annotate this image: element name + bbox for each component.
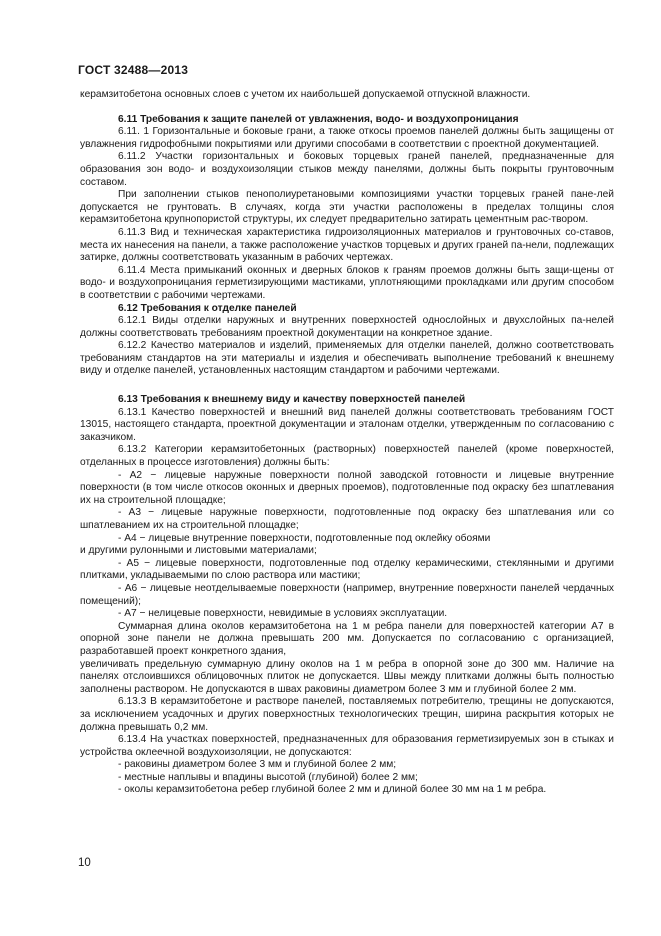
paragraph: керамзитобетона основных слоев с учетом их наибольшей допускаемой отпускной влажности. [80,89,531,100]
paragraph-6-13-1: 6.13.1 Качество поверхностей и внешний вид панелей должны соответствовать требованиям ГОСТ 13015, настоящего стандарта, проектной документации и эталонам отделки, утвержденным по согласованию с заказчиком. [80,406,614,443]
list-item-a4-continued: и другими рулонными и листовыми материалами; [80,545,317,557]
paragraph: При заполнении стыков пенополиуретановыми композициями участки торцевых граней пане-лей допускается не грунтовать. В случаях, когда эти участки расположены в пределах толщины слоя керамзитобетона крупнопористой структуры, их следует предварительно затирать цементным рас-твором. [80,189,614,226]
list-item-a4: - А4 − лицевые внутренние поверхности, подготовленные под оклейку обоями [118,532,491,544]
paragraph-6-11-1: 6.11. 1 Горизонтальные и боковые грани, а также откосы проемов панелей должны быть защищены от увлажнения гидрофобными покрытиями или другими способами в соответствии с проектной документацией. [80,126,614,150]
list-item-a3: - А3 − лицевые наружные поверхности, подготовленные под окраску без шпатлевания или со шпатлеванием их на строительной площадке; [80,507,614,531]
paragraph: увеличивать предельную суммарную длину околов на 1 м ребра в опорной зоне до 300 мм. Наличие на панелях отслоившихся облицовочных плиток не допускается. Швы между плитками должны быть полностью заполнены раствором. Не допускаются в швах раковины диаметром более 3 мм и глубиной более 2 мм. [80,658,614,695]
paragraph-6-12-2: 6.12.2 Качество материалов и изделий, применяемых для отделки панелей, должно соответствовать требованиям стандартов на эти материалы и изделия и обеспечивать выполнение требований к внешнему виду и отделке панелей, установленных настоящим стандартом и рабочими чертежами. [80,340,614,377]
paragraph-6-11-4: 6.11.4 Места примыканий оконных и дверных блоков к граням проемов должны быть защи-щены от водо- и воздухопроницания герметизирующими мастиками, уплотняющими прокладками или другим способом в соответствии с рабочими чертежами. [80,264,614,301]
list-item: - раковины диаметром более 3 мм и глубиной более 2 мм; [118,759,397,771]
list-item-a5: - А5 − лицевые поверхности, подготовленные под отделку керамическими, стеклянными и другими плитками, укладываемыми по слою раствора или мастики; [80,557,614,582]
list-item: - околы керамзитобетона ребер глубиной более 2 мм и длиной более 30 мм на 1 м ребра. [118,784,547,796]
list-item-a7: - А7 − нелицевые поверхности, невидимые в условиях эксплуатации. [118,608,448,620]
list-item: - местные наплывы и впадины высотой (глубиной) более 2 мм; [118,771,418,783]
document-body [80,89,614,797]
paragraph-6-12-1: 6.12.1 Виды отделки наружных и внутренних поверхностей однослойных и двухслойных па-нелей должны соответствовать требованиям проектной документации на конкретное здание. [80,315,614,339]
section-heading-6-11: 6.11 Требования к защите панелей от увлажнения, водо- и воздухопроницания [118,113,519,125]
paragraph-6-13-4: 6.13.4 На участках поверхностей, предназначенных для образования герметизируемых зон в стыках и устройства оклеечной воздухоизоляции, не допускаются: [80,734,614,758]
document-header: ГОСТ 32488—2013 [78,63,189,77]
paragraph-6-13-3: 6.13.3 В керамзитобетоне и растворе панелей, поставляемых потребителю, трещины не допускаются, за исключением усадочных и других поверхностных технологических трещин, ширина раскрытия которых не должна превышать 0,2 мм. [80,696,614,733]
paragraph-6-11-3: 6.11.3 Вид и техническая характеристика гидроизоляционных материалов и грунтовочных со-ставов, места их нанесения на панели, а также расположение участков торцевых и других граней па-нели, подлежащих затирке, должны соответствовать указанным в рабочих чертежах. [80,226,614,264]
page-number: 10 [78,857,91,869]
paragraph: Суммарная длина околов керамзитобетона на 1 м ребра панели для поверхностей категории А7 в опорной зоне панели не должна превышать 200 мм. Допускается по согласованию с организацией, разработавшей проект конкретного здания, [80,620,614,657]
paragraph-6-13-2: 6.13.2 Категории керамзитобетонных (растворных) поверхностей панелей (кроме поверхностей, отделанных в процессе изготовления) должны быть: [80,444,614,469]
section-heading-6-12: 6.12 Требования к отделке панелей [118,302,297,314]
section-heading-6-13: 6.13 Требования к внешнему виду и качеству поверхностей панелей [118,394,466,406]
paragraph-6-11-2: 6.11.2 Участки горизонтальных и боковых торцевых граней панелей, предназначенные для образования зон водо- и воздухоизоляции стыков между панелями, должны быть покрыты грунтовочным составом. [80,151,614,188]
list-item-a2: - А2 − лицевые наружные поверхности полной заводской готовности и лицевые внутренние поверхности (в том числе откосов оконных и дверных проемов), подготовленные под окраску без шпатлевания их на строительной площадке; [80,469,614,506]
list-item-a6: - А6 − лицевые неотделываемые поверхности (например, внутренние поверхности панелей чердачных помещений); [80,582,614,607]
